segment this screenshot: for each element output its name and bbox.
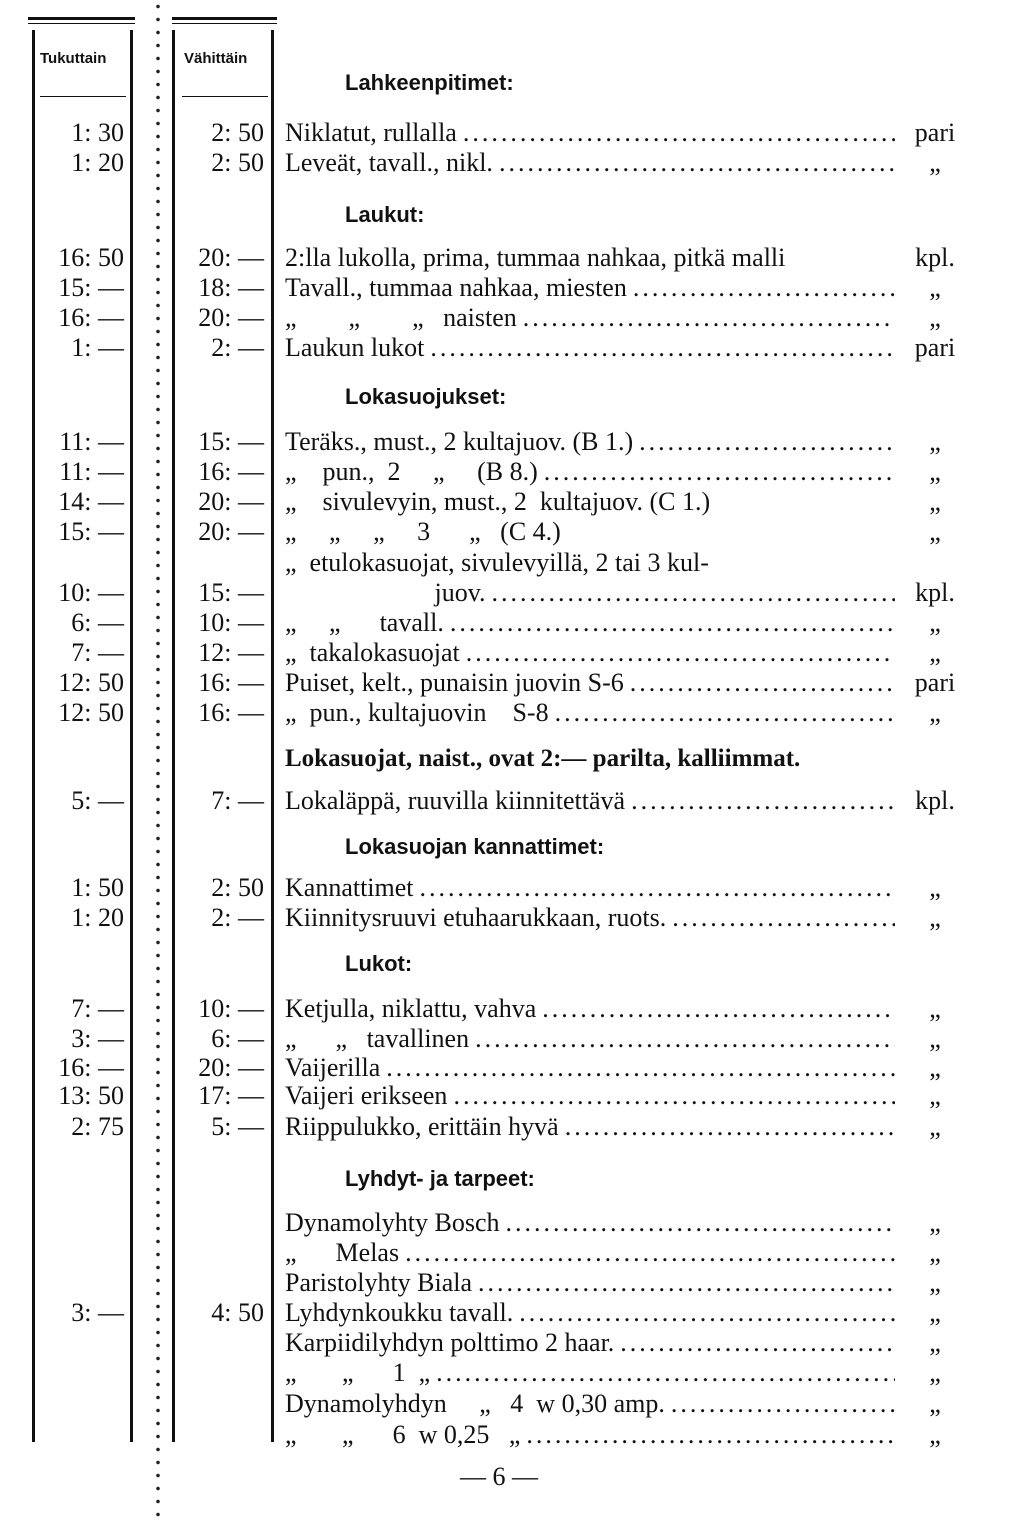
retail-price: 2: 50: [211, 148, 264, 177]
unit-label: „: [929, 903, 941, 932]
item-description: Paristolyhty Biala: [285, 1268, 473, 1297]
price-row: [0, 608, 1022, 638]
wholesale-price: 3: —: [71, 1024, 124, 1053]
dot-leader: [475, 1024, 895, 1054]
item-description-cell: [285, 1112, 895, 1142]
wholesale-price: 1: 20: [71, 148, 124, 177]
section-heading: Lokasuojukset:: [345, 384, 507, 409]
wholesale-price: 13: 50: [58, 1081, 124, 1110]
item-description-cell: [285, 578, 895, 608]
unit-label: „: [929, 517, 941, 546]
retail-price: 2: 50: [211, 873, 264, 902]
wholesale-price: 1: 30: [71, 118, 124, 147]
wholesale-price: 15: —: [58, 517, 124, 546]
item-description: juov.: [285, 578, 486, 607]
unit-label: „: [929, 698, 941, 727]
item-description: Teräks., must., 2 kultajuov. (B 1.): [285, 427, 634, 456]
dot-leader: [420, 873, 895, 903]
unit-label: kpl.: [915, 243, 955, 272]
unit-label: kpl.: [915, 786, 955, 815]
retail-price: 16: —: [198, 457, 264, 486]
price-row: [0, 1238, 1022, 1268]
unit-label: pari: [914, 333, 956, 362]
dot-leader: [544, 457, 895, 487]
price-row: [0, 148, 1022, 178]
unit-label: „: [929, 1358, 941, 1387]
price-row: [0, 517, 1022, 547]
item-description-cell: [285, 1389, 895, 1419]
unit-label: „: [929, 273, 941, 302]
wholesale-price: 1: 50: [71, 873, 124, 902]
retail-price: 5: —: [211, 1112, 264, 1141]
item-description-cell: [285, 1081, 895, 1111]
unit-label: „: [929, 638, 941, 667]
item-description-cell: [285, 487, 895, 517]
unit-label: „: [929, 1208, 941, 1237]
item-description-cell: [285, 1053, 895, 1083]
retail-price: 10: —: [198, 994, 264, 1023]
dot-leader: [405, 1238, 895, 1268]
item-description-cell: [285, 903, 895, 933]
item-description: Ketjulla, niklattu, vahva: [285, 994, 537, 1023]
price-row: [0, 1420, 1022, 1450]
header-underline-left: [40, 96, 126, 97]
item-description-cell: [285, 148, 895, 178]
item-description: Puiset, kelt., punaisin juovin S-6: [285, 668, 624, 697]
item-description-cell: [285, 698, 895, 728]
unit-label: „: [929, 1024, 941, 1053]
retail-price: 15: —: [198, 578, 264, 607]
unit-label: kpl.: [915, 578, 955, 607]
item-description-cell: [285, 1298, 895, 1328]
unit-label: „: [929, 1112, 941, 1141]
price-row: [0, 1081, 1022, 1111]
price-row: [0, 1024, 1022, 1054]
item-description-cell: [285, 638, 895, 668]
price-row: [0, 273, 1022, 303]
unit-label: pari: [914, 118, 956, 147]
unit-label: „: [929, 457, 941, 486]
section-heading: Lyhdyt- ja tarpeet:: [345, 1166, 535, 1191]
wholesale-price: 2: 75: [71, 1112, 124, 1141]
item-description: „ takalokasuojat: [285, 638, 460, 667]
item-description-cell: [285, 427, 895, 457]
unit-label: „: [929, 1268, 941, 1297]
dot-leader: [499, 148, 895, 178]
item-description-cell: [285, 994, 895, 1024]
price-row: [0, 1328, 1022, 1358]
wholesale-price: 1: 20: [71, 903, 124, 932]
price-row: [0, 668, 1022, 698]
dot-leader: [565, 1112, 895, 1142]
retail-price: 2: —: [211, 333, 264, 362]
wholesale-price: 1: —: [71, 333, 124, 362]
wholesale-price: 16: 50: [58, 243, 124, 272]
item-description-cell: [285, 1420, 895, 1450]
price-row: [0, 243, 1022, 273]
item-description-cell: [285, 786, 895, 816]
dot-leader: [478, 1268, 895, 1298]
unit-label: „: [929, 1328, 941, 1357]
item-description: Dynamolyhty Bosch: [285, 1208, 500, 1237]
item-description: „ „ 1 „: [285, 1358, 431, 1387]
dot-leader: [672, 903, 895, 933]
retail-price: 20: —: [198, 303, 264, 332]
dot-leader: [386, 1053, 895, 1083]
wholesale-price: 16: —: [58, 303, 124, 332]
page-number: — 6 —: [460, 1462, 538, 1491]
item-description: 2:lla lukolla, prima, tummaa nahkaa, pitkä malli: [285, 243, 786, 272]
dot-leader: [542, 994, 895, 1024]
header-rule-left-2: [28, 23, 135, 24]
item-description: Vaijeri erikseen: [285, 1081, 448, 1110]
item-description: Kannattimet: [285, 873, 414, 902]
wholesale-price: 11: —: [59, 427, 124, 456]
price-row: [0, 698, 1022, 728]
unit-label: „: [929, 148, 941, 177]
price-row: [0, 903, 1022, 933]
item-description: Riippulukko, erittäin hyvä: [285, 1112, 559, 1141]
item-description: „ „ „ 3 „ (C 4.): [285, 517, 561, 546]
wholesale-price: 11: —: [59, 457, 124, 486]
dot-leader: [639, 427, 895, 457]
retail-price: 20: —: [198, 243, 264, 272]
dot-leader: [466, 638, 895, 668]
item-description: Karpiidilyhdyn polttimo 2 haar.: [285, 1328, 615, 1357]
item-description: Kiinnitysruuvi etuhaarukkaan, ruots.: [285, 903, 667, 932]
retail-price: 17: —: [198, 1081, 264, 1110]
wholesale-price: 15: —: [58, 273, 124, 302]
price-row: [0, 118, 1022, 148]
item-description-cell: [285, 668, 895, 698]
retail-price: 4: 50: [211, 1298, 264, 1327]
unit-label: „: [929, 1053, 941, 1082]
unit-label: „: [929, 873, 941, 902]
item-description-cell: [285, 548, 895, 578]
price-row: [0, 638, 1022, 668]
dot-leader: [450, 608, 895, 638]
retail-price: 7: —: [211, 786, 264, 815]
price-row: [0, 1112, 1022, 1142]
header-rule-left: [28, 17, 135, 20]
item-description-cell: [285, 1024, 895, 1054]
section-heading: Laukut:: [345, 202, 425, 227]
item-description-cell: [285, 1328, 895, 1358]
header-underline-right: [182, 96, 268, 97]
unit-label: „: [929, 994, 941, 1023]
item-description: Leveät, tavall., nikl.: [285, 148, 493, 177]
wholesale-price: 6: —: [71, 608, 124, 637]
retail-price: 6: —: [211, 1024, 264, 1053]
price-row: [0, 1298, 1022, 1328]
retail-price: 18: —: [198, 273, 264, 302]
price-row: [0, 1268, 1022, 1298]
item-description: „ pun., 2 „ (B 8.): [285, 457, 538, 486]
unit-label: pari: [914, 668, 956, 697]
item-description: „ „ tavall.: [285, 608, 444, 637]
price-row: [0, 1208, 1022, 1238]
retail-column-header: Vähittäin: [184, 50, 248, 67]
item-description: Lokaläppä, ruuvilla kiinnitettävä: [285, 786, 626, 815]
unit-label: „: [929, 1420, 941, 1449]
wholesale-price: 7: —: [71, 994, 124, 1023]
item-description-cell: [285, 1358, 895, 1388]
wholesale-price: 7: —: [71, 638, 124, 667]
wholesale-price: 14: —: [58, 487, 124, 516]
unit-label: „: [929, 1081, 941, 1110]
item-description: „ Melas: [285, 1238, 400, 1267]
unit-label: „: [929, 1389, 941, 1418]
dot-leader: [506, 1208, 896, 1238]
dot-leader: [430, 333, 895, 363]
price-row: [0, 1389, 1022, 1419]
section-heading: Lahkeenpitimet:: [345, 70, 514, 95]
item-description-cell: [285, 608, 895, 638]
dot-leader: [555, 698, 895, 728]
price-row: [0, 1358, 1022, 1388]
unit-label: „: [929, 1298, 941, 1327]
price-row: [0, 427, 1022, 457]
item-description-cell: [285, 333, 895, 363]
dot-leader: [492, 578, 895, 608]
section-heading: Lukot:: [345, 951, 413, 976]
price-row: [0, 873, 1022, 903]
price-row: [0, 786, 1022, 816]
price-row: [0, 548, 1022, 578]
wholesale-price: 16: —: [58, 1053, 124, 1082]
header-rule-right: [172, 17, 277, 20]
unit-label: „: [929, 608, 941, 637]
wholesale-price: 5: —: [71, 786, 124, 815]
dot-leader: [519, 1298, 895, 1328]
retail-price: 16: —: [198, 668, 264, 697]
unit-label: „: [929, 427, 941, 456]
retail-price: 12: —: [198, 638, 264, 667]
section-heading: Lokasuojan kannattimet:: [345, 834, 605, 859]
item-description-cell: [285, 1268, 895, 1298]
wholesale-column-header: Tukuttain: [40, 50, 107, 67]
dot-leader: [453, 1081, 895, 1111]
item-description-cell: [285, 517, 895, 547]
dot-leader: [633, 273, 895, 303]
retail-price: 20: —: [198, 517, 264, 546]
price-row: [0, 303, 1022, 333]
dot-leader: [463, 118, 895, 148]
price-row: [0, 333, 1022, 363]
dot-leader: [671, 1389, 895, 1419]
unit-label: „: [929, 1238, 941, 1267]
item-description-cell: [285, 457, 895, 487]
price-row: [0, 457, 1022, 487]
item-description-cell: [285, 303, 895, 333]
note-row: [0, 744, 1022, 774]
note-text: Lokasuojat, naist., ovat 2:— parilta, kalliimmat.: [285, 745, 801, 772]
item-description: „ „ 6 w 0,25 „: [285, 1420, 521, 1449]
dot-leader: [523, 303, 895, 333]
item-description-cell: [285, 1238, 895, 1268]
item-description: „ etulokasuojat, sivulevyillä, 2 tai 3 kul-: [285, 548, 709, 577]
item-description-cell: [285, 118, 895, 148]
price-row: [0, 578, 1022, 608]
retail-price: 10: —: [198, 608, 264, 637]
price-row: [0, 487, 1022, 517]
price-row: [0, 1053, 1022, 1083]
item-description: „ sivulevyin, must., 2 kultajuov. (C 1.): [285, 487, 711, 516]
retail-price: 20: —: [198, 487, 264, 516]
item-description-cell: [285, 243, 895, 273]
item-description: Niklatut, rullalla: [285, 118, 457, 147]
item-description: Dynamolyhdyn „ 4 w 0,30 amp.: [285, 1389, 665, 1418]
price-row: [0, 994, 1022, 1024]
item-description: Tavall., tummaa nahkaa, miesten: [285, 273, 627, 302]
retail-price: 2: 50: [211, 118, 264, 147]
header-rule-right-2: [172, 23, 277, 24]
dot-leader: [630, 668, 895, 698]
item-description: „ „ tavallinen: [285, 1024, 470, 1053]
item-description: Lyhdynkoukku tavall.: [285, 1298, 514, 1327]
item-description: Laukun lukot: [285, 333, 425, 362]
item-description: „ „ „ naisten: [285, 303, 517, 332]
item-description-cell: [285, 1208, 895, 1238]
item-description: „ pun., kultajuovin S-8: [285, 698, 549, 727]
item-description-cell: [285, 273, 895, 303]
item-description: Vaijerilla: [285, 1053, 381, 1082]
retail-price: 15: —: [198, 427, 264, 456]
unit-label: „: [929, 303, 941, 332]
unit-label: „: [929, 487, 941, 516]
dot-leader: [620, 1328, 895, 1358]
wholesale-price: 12: 50: [58, 698, 124, 727]
wholesale-price: 3: —: [71, 1298, 124, 1327]
retail-price: 20: —: [198, 1053, 264, 1082]
retail-price: 2: —: [211, 903, 264, 932]
wholesale-price: 10: —: [58, 578, 124, 607]
retail-price: 16: —: [198, 698, 264, 727]
dot-leader: [631, 786, 895, 816]
dot-leader: [436, 1358, 895, 1388]
dot-leader: [526, 1420, 895, 1450]
wholesale-price: 12: 50: [58, 668, 124, 697]
item-description-cell: [285, 873, 895, 903]
